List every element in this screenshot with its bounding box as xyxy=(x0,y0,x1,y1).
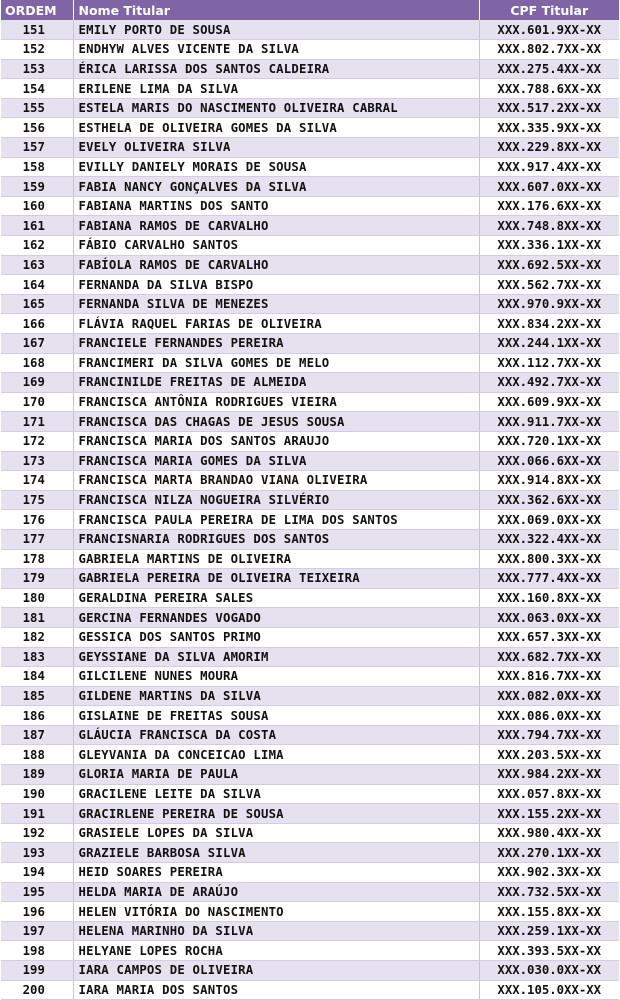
roster-table-container xyxy=(1,0,619,1000)
table-row xyxy=(1,863,619,883)
cell-cpf-titular: XXX.657.3XX-XX xyxy=(479,627,619,647)
cell-ordem: 188 xyxy=(1,745,73,765)
table-row xyxy=(1,529,619,549)
cell-ordem: 162 xyxy=(1,236,73,256)
cell-ordem: 171 xyxy=(1,412,73,432)
table-row xyxy=(1,902,619,922)
table-row xyxy=(1,314,619,334)
cell-cpf-titular: XXX.057.8XX-XX xyxy=(479,784,619,804)
cell-nome-titular: FÁBIO CARVALHO SANTOS xyxy=(73,236,479,256)
cell-ordem: 152 xyxy=(1,40,73,60)
cell-ordem: 153 xyxy=(1,59,73,79)
cell-cpf-titular: XXX.911.7XX-XX xyxy=(479,412,619,432)
cell-cpf-titular: XXX.492.7XX-XX xyxy=(479,373,619,393)
cell-ordem: 156 xyxy=(1,118,73,138)
cell-ordem: 198 xyxy=(1,941,73,961)
table-row xyxy=(1,79,619,99)
table-row xyxy=(1,334,619,354)
cell-nome-titular: GILDENE MARTINS DA SILVA xyxy=(73,686,479,706)
cell-nome-titular: FERNANDA DA SILVA BISPO xyxy=(73,275,479,295)
cell-nome-titular: GESSICA DOS SANTOS PRIMO xyxy=(73,627,479,647)
cell-cpf-titular: XXX.229.8XX-XX xyxy=(479,138,619,158)
cell-cpf-titular: XXX.562.7XX-XX xyxy=(479,275,619,295)
table-row xyxy=(1,98,619,118)
cell-ordem: 179 xyxy=(1,569,73,589)
table-row xyxy=(1,608,619,628)
cell-nome-titular: GERCINA FERNANDES VOGADO xyxy=(73,608,479,628)
cell-nome-titular: FERNANDA SILVA DE MENEZES xyxy=(73,294,479,314)
cell-ordem: 173 xyxy=(1,451,73,471)
table-row xyxy=(1,980,619,1000)
cell-nome-titular: FABIANA RAMOS DE CARVALHO xyxy=(73,216,479,236)
cell-cpf-titular: XXX.176.6XX-XX xyxy=(479,196,619,216)
cell-nome-titular: ESTELA MARIS DO NASCIMENTO OLIVEIRA CABRAL xyxy=(73,98,479,118)
cell-nome-titular: FRANCIELE FERNANDES PEREIRA xyxy=(73,334,479,354)
cell-ordem: 193 xyxy=(1,843,73,863)
cell-nome-titular: HELENA MARINHO DA SILVA xyxy=(73,921,479,941)
cell-nome-titular: FRANCIMERI DA SILVA GOMES DE MELO xyxy=(73,353,479,373)
cell-cpf-titular: XXX.914.8XX-XX xyxy=(479,471,619,491)
cell-ordem: 199 xyxy=(1,961,73,981)
cell-ordem: 195 xyxy=(1,882,73,902)
table-row xyxy=(1,294,619,314)
cell-ordem: 190 xyxy=(1,784,73,804)
cell-cpf-titular: XXX.336.1XX-XX xyxy=(479,236,619,256)
cell-ordem: 158 xyxy=(1,157,73,177)
cell-ordem: 151 xyxy=(1,20,73,40)
cell-ordem: 196 xyxy=(1,902,73,922)
table-row xyxy=(1,59,619,79)
cell-cpf-titular: XXX.794.7XX-XX xyxy=(479,725,619,745)
cell-nome-titular: ÉRICA LARISSA DOS SANTOS CALDEIRA xyxy=(73,59,479,79)
cell-cpf-titular: XXX.066.6XX-XX xyxy=(479,451,619,471)
cell-nome-titular: GABRIELA MARTINS DE OLIVEIRA xyxy=(73,549,479,569)
table-row xyxy=(1,255,619,275)
cell-cpf-titular: XXX.732.5XX-XX xyxy=(479,882,619,902)
cell-ordem: 172 xyxy=(1,431,73,451)
cell-nome-titular: GISLAINE DE FREITAS SOUSA xyxy=(73,706,479,726)
cell-ordem: 167 xyxy=(1,334,73,354)
cell-cpf-titular: XXX.980.4XX-XX xyxy=(479,823,619,843)
cell-ordem: 194 xyxy=(1,863,73,883)
cell-ordem: 154 xyxy=(1,79,73,99)
cell-nome-titular: FRANCINILDE FREITAS DE ALMEIDA xyxy=(73,373,479,393)
table-row xyxy=(1,745,619,765)
table-row xyxy=(1,961,619,981)
cell-nome-titular: EMILY PORTO DE SOUSA xyxy=(73,20,479,40)
cell-ordem: 161 xyxy=(1,216,73,236)
cell-cpf-titular: XXX.086.0XX-XX xyxy=(479,706,619,726)
cell-cpf-titular: XXX.322.4XX-XX xyxy=(479,529,619,549)
cell-nome-titular: IARA MARIA DOS SANTOS xyxy=(73,980,479,1000)
cell-cpf-titular: XXX.335.9XX-XX xyxy=(479,118,619,138)
cell-cpf-titular: XXX.777.4XX-XX xyxy=(479,569,619,589)
cell-cpf-titular: XXX.720.1XX-XX xyxy=(479,431,619,451)
table-row xyxy=(1,196,619,216)
cell-ordem: 157 xyxy=(1,138,73,158)
cell-nome-titular: GRAZIELE BARBOSA SILVA xyxy=(73,843,479,863)
table-row xyxy=(1,157,619,177)
cell-cpf-titular: XXX.682.7XX-XX xyxy=(479,647,619,667)
table-row xyxy=(1,569,619,589)
table-row xyxy=(1,118,619,138)
table-row xyxy=(1,667,619,687)
cell-ordem: 170 xyxy=(1,392,73,412)
cell-cpf-titular: XXX.063.0XX-XX xyxy=(479,608,619,628)
cell-nome-titular: FRANCISCA MARTA BRANDAO VIANA OLIVEIRA xyxy=(73,471,479,491)
cell-nome-titular: FABIANA MARTINS DOS SANTO xyxy=(73,196,479,216)
cell-nome-titular: ERILENE LIMA DA SILVA xyxy=(73,79,479,99)
roster-table xyxy=(1,0,619,1000)
cell-nome-titular: IARA CAMPOS DE OLIVEIRA xyxy=(73,961,479,981)
table-row xyxy=(1,392,619,412)
table-row xyxy=(1,177,619,197)
column-header-nome-titular: Nome Titular xyxy=(73,0,479,20)
cell-cpf-titular: XXX.259.1XX-XX xyxy=(479,921,619,941)
cell-cpf-titular: XXX.275.4XX-XX xyxy=(479,59,619,79)
cell-ordem: 168 xyxy=(1,353,73,373)
cell-ordem: 187 xyxy=(1,725,73,745)
cell-ordem: 192 xyxy=(1,823,73,843)
table-row xyxy=(1,216,619,236)
cell-cpf-titular: XXX.069.0XX-XX xyxy=(479,510,619,530)
cell-ordem: 185 xyxy=(1,686,73,706)
cell-nome-titular: FRANCISNARIA RODRIGUES DOS SANTOS xyxy=(73,529,479,549)
table-row xyxy=(1,921,619,941)
table-row xyxy=(1,510,619,530)
cell-ordem: 159 xyxy=(1,177,73,197)
cell-nome-titular: FRANCISCA MARIA DOS SANTOS ARAUJO xyxy=(73,431,479,451)
cell-cpf-titular: XXX.517.2XX-XX xyxy=(479,98,619,118)
table-row xyxy=(1,138,619,158)
header-row xyxy=(1,0,619,20)
table-row xyxy=(1,451,619,471)
table-row xyxy=(1,823,619,843)
table-row xyxy=(1,941,619,961)
cell-cpf-titular: XXX.802.7XX-XX xyxy=(479,40,619,60)
cell-ordem: 197 xyxy=(1,921,73,941)
cell-ordem: 186 xyxy=(1,706,73,726)
cell-cpf-titular: XXX.203.5XX-XX xyxy=(479,745,619,765)
cell-nome-titular: GLEYVANIA DA CONCEICAO LIMA xyxy=(73,745,479,765)
cell-nome-titular: EVELY OLIVEIRA SILVA xyxy=(73,138,479,158)
cell-ordem: 178 xyxy=(1,549,73,569)
cell-cpf-titular: XXX.984.2XX-XX xyxy=(479,765,619,785)
cell-nome-titular: FABÍOLA RAMOS DE CARVALHO xyxy=(73,255,479,275)
cell-cpf-titular: XXX.692.5XX-XX xyxy=(479,255,619,275)
cell-ordem: 166 xyxy=(1,314,73,334)
cell-nome-titular: GLÁUCIA FRANCISCA DA COSTA xyxy=(73,725,479,745)
cell-cpf-titular: XXX.160.8XX-XX xyxy=(479,588,619,608)
cell-nome-titular: GRACIRLENE PEREIRA DE SOUSA xyxy=(73,804,479,824)
cell-nome-titular: HELDA MARIA DE ARAÚJO xyxy=(73,882,479,902)
column-header-cpf-titular: CPF Titular xyxy=(510,2,589,18)
table-row xyxy=(1,412,619,432)
cell-ordem: 164 xyxy=(1,275,73,295)
cell-nome-titular: HELYANE LOPES ROCHA xyxy=(73,941,479,961)
cell-nome-titular: GRACILENE LEITE DA SILVA xyxy=(73,784,479,804)
table-row xyxy=(1,588,619,608)
table-row xyxy=(1,471,619,491)
cell-nome-titular: GRASIELE LOPES DA SILVA xyxy=(73,823,479,843)
cell-cpf-titular: XXX.105.0XX-XX xyxy=(479,980,619,1000)
cell-cpf-titular: XXX.155.8XX-XX xyxy=(479,902,619,922)
cell-ordem: 165 xyxy=(1,294,73,314)
table-row xyxy=(1,647,619,667)
cell-cpf-titular: XXX.800.3XX-XX xyxy=(479,549,619,569)
cell-nome-titular: GABRIELA PEREIRA DE OLIVEIRA TEIXEIRA xyxy=(73,569,479,589)
cell-cpf-titular: XXX.748.8XX-XX xyxy=(479,216,619,236)
cell-cpf-titular: XXX.082.0XX-XX xyxy=(479,686,619,706)
cell-ordem: 175 xyxy=(1,490,73,510)
cell-ordem: 181 xyxy=(1,608,73,628)
cell-nome-titular: GEYSSIANE DA SILVA AMORIM xyxy=(73,647,479,667)
table-row xyxy=(1,490,619,510)
cell-nome-titular: GILCILENE NUNES MOURA xyxy=(73,667,479,687)
cell-nome-titular: EVILLY DANIELY MORAIS DE SOUSA xyxy=(73,157,479,177)
table-row xyxy=(1,275,619,295)
cell-cpf-titular: XXX.244.1XX-XX xyxy=(479,334,619,354)
cell-ordem: 182 xyxy=(1,627,73,647)
cell-nome-titular: ESTHELA DE OLIVEIRA GOMES DA SILVA xyxy=(73,118,479,138)
table-row xyxy=(1,784,619,804)
cell-nome-titular: FRANCISCA DAS CHAGAS DE JESUS SOUSA xyxy=(73,412,479,432)
cell-ordem: 174 xyxy=(1,471,73,491)
cell-ordem: 177 xyxy=(1,529,73,549)
cell-ordem: 183 xyxy=(1,647,73,667)
table-row xyxy=(1,373,619,393)
cell-cpf-titular: XXX.902.3XX-XX xyxy=(479,863,619,883)
cell-cpf-titular: XXX.601.9XX-XX xyxy=(479,20,619,40)
cell-ordem: 189 xyxy=(1,765,73,785)
cell-nome-titular: GLORIA MARIA DE PAULA xyxy=(73,765,479,785)
cell-nome-titular: FABIA NANCY GONÇALVES DA SILVA xyxy=(73,177,479,197)
cell-cpf-titular: XXX.030.0XX-XX xyxy=(479,961,619,981)
column-header-ordem: ORDEM xyxy=(1,0,73,20)
cell-nome-titular: HELEN VITÓRIA DO NASCIMENTO xyxy=(73,902,479,922)
cell-cpf-titular: XXX.834.2XX-XX xyxy=(479,314,619,334)
table-row xyxy=(1,40,619,60)
cell-ordem: 155 xyxy=(1,98,73,118)
table-row xyxy=(1,686,619,706)
cell-ordem: 200 xyxy=(1,980,73,1000)
cell-cpf-titular: XXX.970.9XX-XX xyxy=(479,294,619,314)
table-row xyxy=(1,706,619,726)
table-row xyxy=(1,353,619,373)
cell-nome-titular: FLÁVIA RAQUEL FARIAS DE OLIVEIRA xyxy=(73,314,479,334)
cell-nome-titular: FRANCISCA PAULA PEREIRA DE LIMA DOS SANTOS xyxy=(73,510,479,530)
cell-ordem: 184 xyxy=(1,667,73,687)
cell-cpf-titular: XXX.607.0XX-XX xyxy=(479,177,619,197)
table-row xyxy=(1,236,619,256)
cell-ordem: 169 xyxy=(1,373,73,393)
cell-cpf-titular: XXX.788.6XX-XX xyxy=(479,79,619,99)
cell-nome-titular: HEID SOARES PEREIRA xyxy=(73,863,479,883)
cell-cpf-titular: XXX.609.9XX-XX xyxy=(479,392,619,412)
cell-ordem: 163 xyxy=(1,255,73,275)
table-row xyxy=(1,20,619,40)
cell-nome-titular: FRANCISCA NILZA NOGUEIRA SILVÉRIO xyxy=(73,490,479,510)
cell-nome-titular: FRANCISCA MARIA GOMES DA SILVA xyxy=(73,451,479,471)
table-row xyxy=(1,843,619,863)
table-body xyxy=(1,20,619,1000)
table-row xyxy=(1,882,619,902)
cell-cpf-titular: XXX.155.2XX-XX xyxy=(479,804,619,824)
table-header xyxy=(1,0,619,20)
cell-cpf-titular: XXX.270.1XX-XX xyxy=(479,843,619,863)
cell-ordem: 160 xyxy=(1,196,73,216)
cell-ordem: 191 xyxy=(1,804,73,824)
table-row xyxy=(1,431,619,451)
cell-cpf-titular: XXX.917.4XX-XX xyxy=(479,157,619,177)
table-row xyxy=(1,549,619,569)
cell-cpf-titular: XXX.112.7XX-XX xyxy=(479,353,619,373)
cell-cpf-titular: XXX.393.5XX-XX xyxy=(479,941,619,961)
cell-ordem: 176 xyxy=(1,510,73,530)
cell-cpf-titular: XXX.816.7XX-XX xyxy=(479,667,619,687)
table-row xyxy=(1,725,619,745)
cell-ordem: 180 xyxy=(1,588,73,608)
cell-cpf-titular: XXX.362.6XX-XX xyxy=(479,490,619,510)
cell-nome-titular: FRANCISCA ANTÔNIA RODRIGUES VIEIRA xyxy=(73,392,479,412)
table-row xyxy=(1,627,619,647)
table-row xyxy=(1,804,619,824)
table-row xyxy=(1,765,619,785)
cell-nome-titular: ENDHYW ALVES VICENTE DA SILVA xyxy=(73,40,479,60)
cell-nome-titular: GERALDINA PEREIRA SALES xyxy=(73,588,479,608)
